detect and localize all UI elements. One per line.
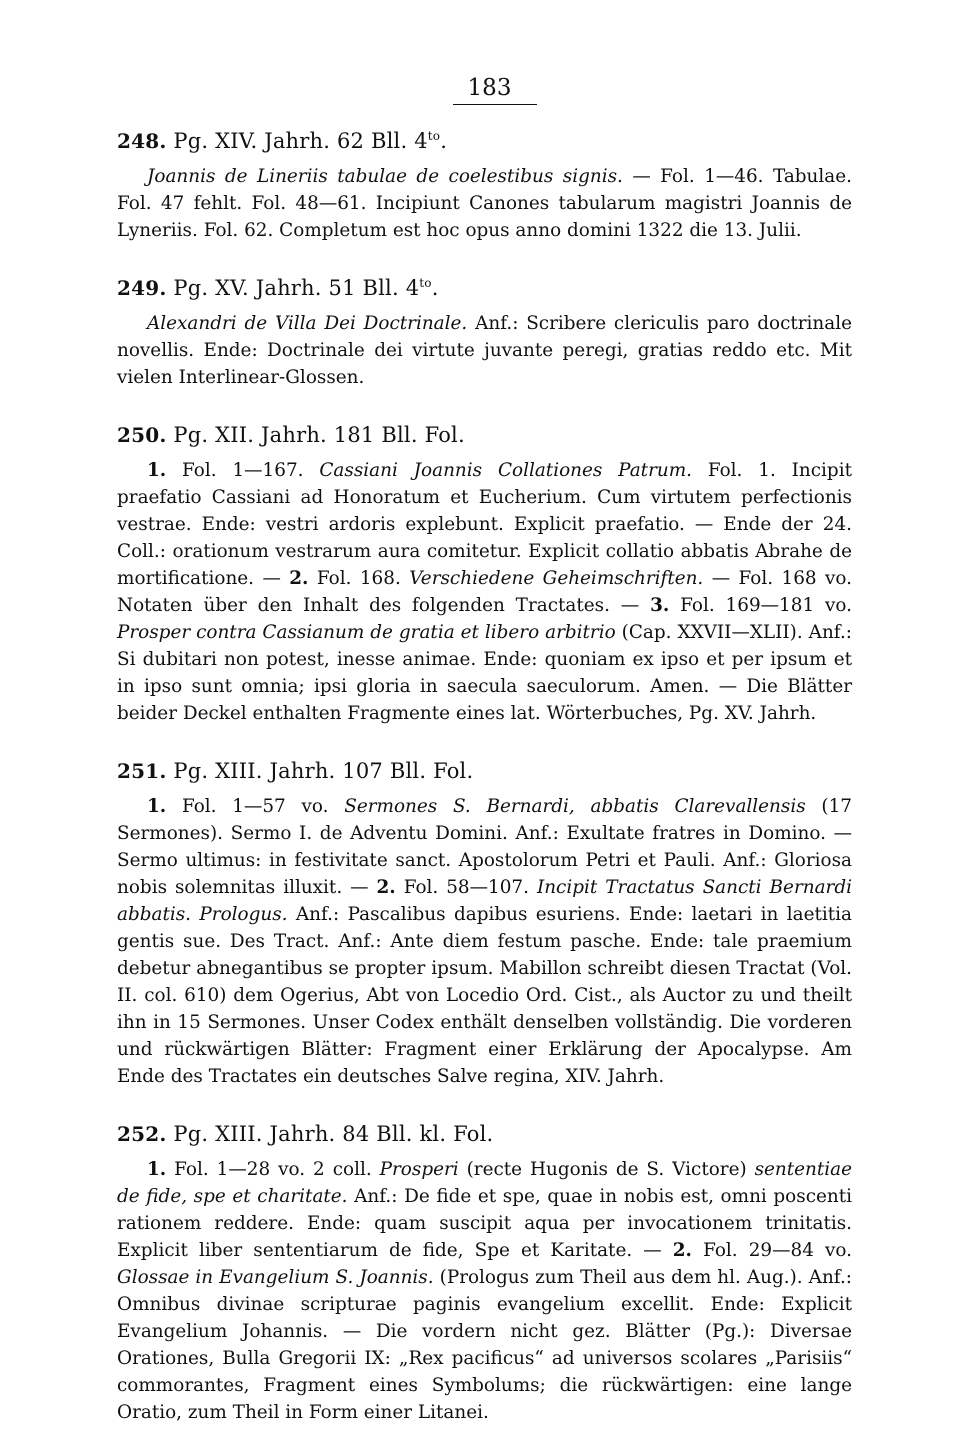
- page-number: 183: [467, 75, 512, 101]
- entry-paragraph: [117, 793, 852, 1090]
- entry-heading-text: Pg. XIV. Jahrh. 62 Bll. 4: [173, 129, 428, 153]
- item-number: 3.: [650, 595, 670, 616]
- entry-heading: [117, 127, 852, 155]
- item-title: Prosper contra Cassianum de gratia et libero arbitrio: [117, 622, 616, 643]
- catalog-entry-252: [117, 1120, 852, 1426]
- item-number: 1.: [147, 460, 167, 481]
- entry-body: [117, 793, 852, 1090]
- item-text: (17 Sermones). Sermo I. de Adventu Domini. Anf.: Exultate fratres in Domino. — Sermo ultimus: in festivitate sanct. Apostolorum Petri et Pauli. Anf.: Gloriosa nobis solemnitas illuxit. —: [117, 796, 852, 898]
- entry-heading-text: Pg. XII. Jahrh. 181 Bll. Fol.: [173, 423, 465, 447]
- entry-heading: [117, 421, 852, 449]
- entry-number: 251.: [117, 759, 167, 783]
- item-title: Incipit Tractatus Sancti Bernardi abbatis. Prologus.: [117, 877, 852, 925]
- catalog-entry-250: [117, 421, 852, 727]
- item-text: Anf.: Pascalibus dapibus esuriens. Ende: laetari in laetitia gentis sue. Des Tract. Anf.: Ante diem festum pasche. Ende: tale praemium debetur abnegantibus se propter ipsum. Mabillon schreibt diesen Tractat (Vol. II. col. 610) dem Ogerius, Abt von Locedio Ord. Cist., als Auctor zu und theilt ihn in 15 Sermones. Unser Codex enthält denselben vollständig. Die vorderen und rückwärtigen Blätter: Fragment einer Erklärung der Apocalypse. Am Ende des Tractates ein deutsches Salve regina, XIV. Jahrh.: [117, 904, 852, 1087]
- entry-number: 252.: [117, 1122, 167, 1146]
- item-text: — Fol. 168 vo. Notaten über den Inhalt des folgenden Tractates. —: [117, 568, 852, 616]
- page-number-rule: [453, 104, 537, 105]
- item-title: sententiae de fide, spe et charitate.: [117, 1159, 852, 1207]
- entry-heading-text: Pg. XIII. Jahrh. 107 Bll. Fol.: [173, 759, 474, 783]
- item-text: (Cap. XXVII—XLII). Anf.: Si dubitari non potest, inesse animae. Ende: quoniam ex ipso et per ipsum et in ipso sunt omnia; ipsi gloria in saecula saeculorum. Amen. — Die Blätter beider Deckel enthalten Fragmente eines lat. Wörterbuches, Pg. XV. Jahrh.: [117, 622, 852, 724]
- item-number: 1.: [147, 796, 167, 817]
- item-title: Sermones S. Bernardi, abbatis Clarevallensis: [344, 796, 806, 817]
- entry-heading-text: Pg. XIII. Jahrh. 84 Bll. kl. Fol.: [173, 1122, 494, 1146]
- item-text: Fol. 58—107.: [395, 877, 537, 898]
- item-title: Verschiedene Geheimschriften.: [409, 568, 704, 589]
- catalog-entry-251: [117, 757, 852, 1090]
- entry-body: [117, 310, 852, 391]
- entry-heading-end: .: [440, 129, 448, 153]
- entry-title: Alexandri de Villa Dei Doctrinale.: [147, 313, 468, 334]
- entry-text: — Fol. 1—46. Tabulae. Fol. 47 fehlt. Fol. 48—61. Incipiunt Canones tabularum magistri Joannis de Lyneriis. Fol. 62. Completum est hoc opus anno domini 1322 die 13. Julii.: [117, 166, 852, 241]
- item-number: 2.: [376, 877, 396, 898]
- item-text: Fol. 1. Incipit praefatio Cassiani ad Honoratum et Eucherium. Cum virtutem perfectionis vestrae. Ende: vestri ardoris explebunt. Explicit praefatio. — Ende der 24. Coll.: orationum vestrarum aura comitetur. Explicit collatio abbatis Abrahe de mortificatione. —: [117, 460, 852, 589]
- item-title: Glossae in Evangelium S. Joannis.: [117, 1267, 434, 1288]
- entry-number: 249.: [117, 276, 167, 300]
- entry-title: Joannis de Lineriis tabulae de coelestibus signis.: [147, 166, 623, 187]
- entry-heading: [117, 1120, 852, 1148]
- entry-heading: [117, 757, 852, 785]
- entry-body: [117, 457, 852, 727]
- entry-heading-text: Pg. XV. Jahrh. 51 Bll. 4: [173, 276, 420, 300]
- item-text: Fol. 1—167.: [166, 460, 320, 481]
- item-number: 1.: [147, 1159, 167, 1180]
- entry-paragraph: [117, 457, 852, 727]
- item-text: (recte Hugonis de S. Victore): [458, 1159, 755, 1180]
- item-text: Fol. 1—28 vo. 2 coll.: [166, 1159, 380, 1180]
- item-title: Cassiani Joannis Collationes Patrum.: [319, 460, 692, 481]
- entry-heading-superscript: to: [419, 276, 432, 290]
- item-number: 2.: [672, 1240, 692, 1261]
- item-text: Fol. 169—181 vo.: [669, 595, 853, 616]
- item-text: Anf.: De fide et spe, quae in nobis est, omni poscenti rationem reddere. Ende: quam suscipit aqua per invocationem trinitatis. Explicit liber sententiarum de fide, Spe et Karitate. —: [117, 1186, 852, 1261]
- entry-heading-superscript: to: [427, 129, 441, 143]
- item-text: (Prologus zum Theil aus dem hl. Aug.). Anf.: Omnibus divinae scripturae paginis evangelium excellit. Ende: Explicit Evangelium Johannis. — Die vordern nicht gez. Blätter (Pg.): Diversae Orationes, Bulla Gregorii IX: „Rex pacificus“ ad universos scolares „Parisiis“ commorantes, Fragment eines Symbolums; die rückwärtigen: eine lange Oratio, zum Theil in Form einer Litanei.: [117, 1267, 853, 1423]
- entry-heading: [117, 274, 852, 302]
- item-text: Fol. 168.: [308, 568, 410, 589]
- entry-paragraph: [117, 1156, 852, 1426]
- item-text: Fol. 1—57 vo.: [166, 796, 345, 817]
- item-number: 2.: [289, 568, 309, 589]
- entry-text: Anf.: Scribere clericulis paro doctrinale novellis. Ende: Doctrinale dei virtute juvante peregi, gratias reddo etc. Mit vielen Interlinear-Glossen.: [117, 313, 853, 388]
- item-title: Prosperi: [379, 1159, 459, 1180]
- entry-number: 250.: [117, 423, 167, 447]
- entry-number: 248.: [117, 129, 167, 153]
- entry-heading-end: .: [431, 276, 439, 300]
- catalog-entry-249: [117, 274, 852, 391]
- entry-body: [117, 163, 852, 244]
- item-text: Fol. 29—84 vo.: [691, 1240, 852, 1261]
- entry-body: [117, 1156, 852, 1426]
- catalog-entry-248: [117, 127, 852, 244]
